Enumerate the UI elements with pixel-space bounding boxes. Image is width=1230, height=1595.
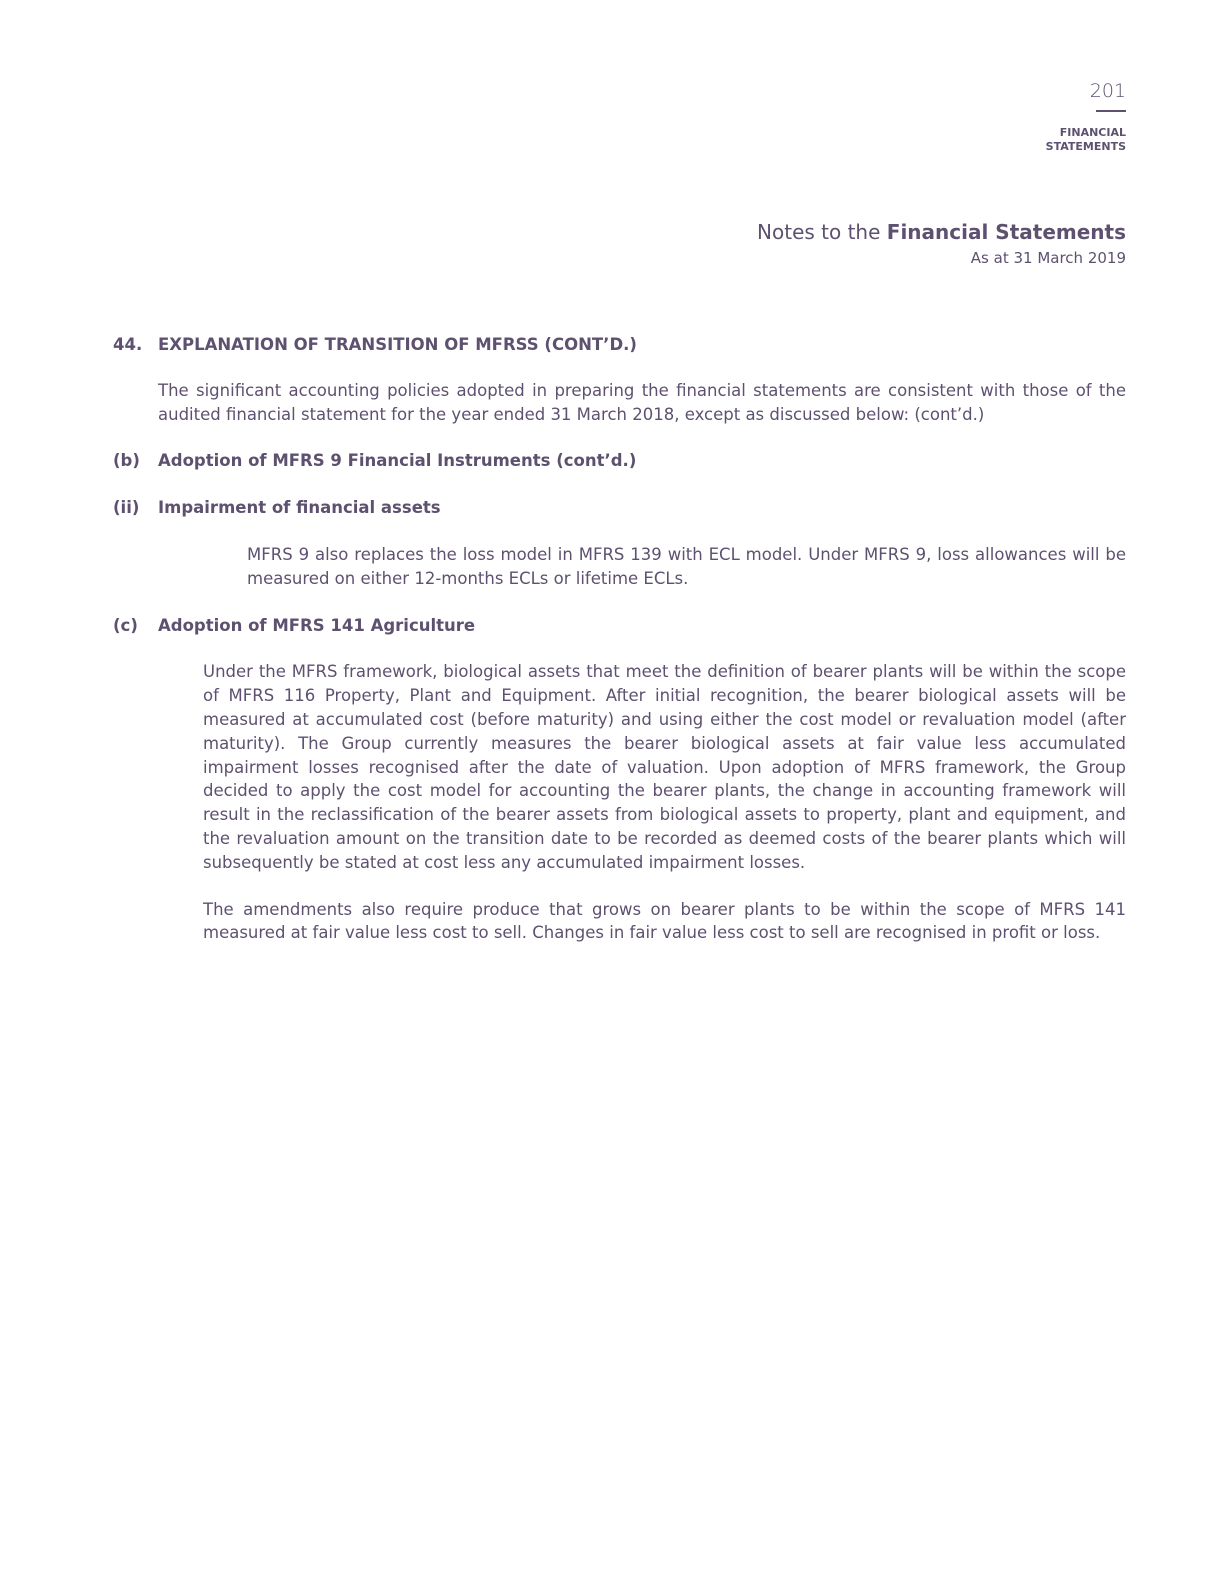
page-title <box>757 220 1126 244</box>
page-title-light: Notes to the <box>757 220 887 244</box>
subsection-c-title: Adoption of MFRS 141 Agriculture <box>158 615 476 635</box>
page-title-bold: Financial Statements <box>886 220 1126 244</box>
subsection-b-ii-label: (ii) <box>113 498 140 518</box>
subsection-b-ii-text: MFRS 9 also replaces the loss model in MFRS 139 with ECL model. Under MFRS 9, loss allowances will be measured on either 12-months ECLs or lifetime ECLs. <box>247 544 1126 588</box>
subsection-b-ii-title: Impairment of financial assets <box>158 498 441 518</box>
page-number-rule <box>1096 110 1126 112</box>
page-number: 201 <box>1089 80 1126 102</box>
subsection-b-label: (b) <box>113 451 140 471</box>
note-number: 44. <box>113 335 143 354</box>
subsection-b-heading <box>113 449 1126 473</box>
note-intro: The significant accounting policies adopted in preparing the financial statements are consistent with those of the audited financial statement for the year ended 31 March 2018, except as discussed below: (cont’d.) <box>158 380 1126 424</box>
subsection-b-ii-heading <box>113 496 1126 520</box>
subsection-c-paragraph-2: The amendments also require produce that grows on bearer plants to be within the scope of MFRS 141 measured at fair value less cost to sell. Changes in fair value less cost to sell are recognised in profit or loss. <box>203 899 1126 943</box>
subsection-b-title: Adoption of MFRS 9 Financial Instruments (cont’d.) <box>158 451 637 471</box>
note-heading <box>113 333 1126 357</box>
note-title: EXPLANATION OF TRANSITION OF MFRSS (CONT’D.) <box>158 335 637 354</box>
section-tag-line2: STATEMENTS <box>1045 140 1126 153</box>
subsection-c-label: (c) <box>113 615 138 635</box>
section-tag-line1: FINANCIAL <box>1059 126 1126 139</box>
page-date: As at 31 March 2019 <box>970 249 1126 267</box>
subsection-c-heading <box>113 614 1126 638</box>
subsection-c-paragraph-1: Under the MFRS framework, biological assets that meet the definition of bearer plants will be within the scope of MFRS 116 Property, Plant and Equipment. After initial recognition, the bearer biological assets will be measured at accumulated cost (before maturity) and using either the cost model or revaluation model (after maturity). The Group currently measures the bearer biological assets at fair value less accumulated impairment losses recognised after the date of valuation. Upon adoption of MFRS framework, the Group decided to apply the cost model for accounting the bearer plants, the change in accounting framework will result in the reclassification of the bearer assets from biological assets to property, plant and equipment, and the revaluation amount on the transition date to be recorded as deemed costs of the bearer plants which will subsequently be stated at cost less any accumulated impairment losses. <box>203 662 1126 872</box>
main-content <box>113 333 1126 968</box>
section-tag <box>1046 126 1126 154</box>
